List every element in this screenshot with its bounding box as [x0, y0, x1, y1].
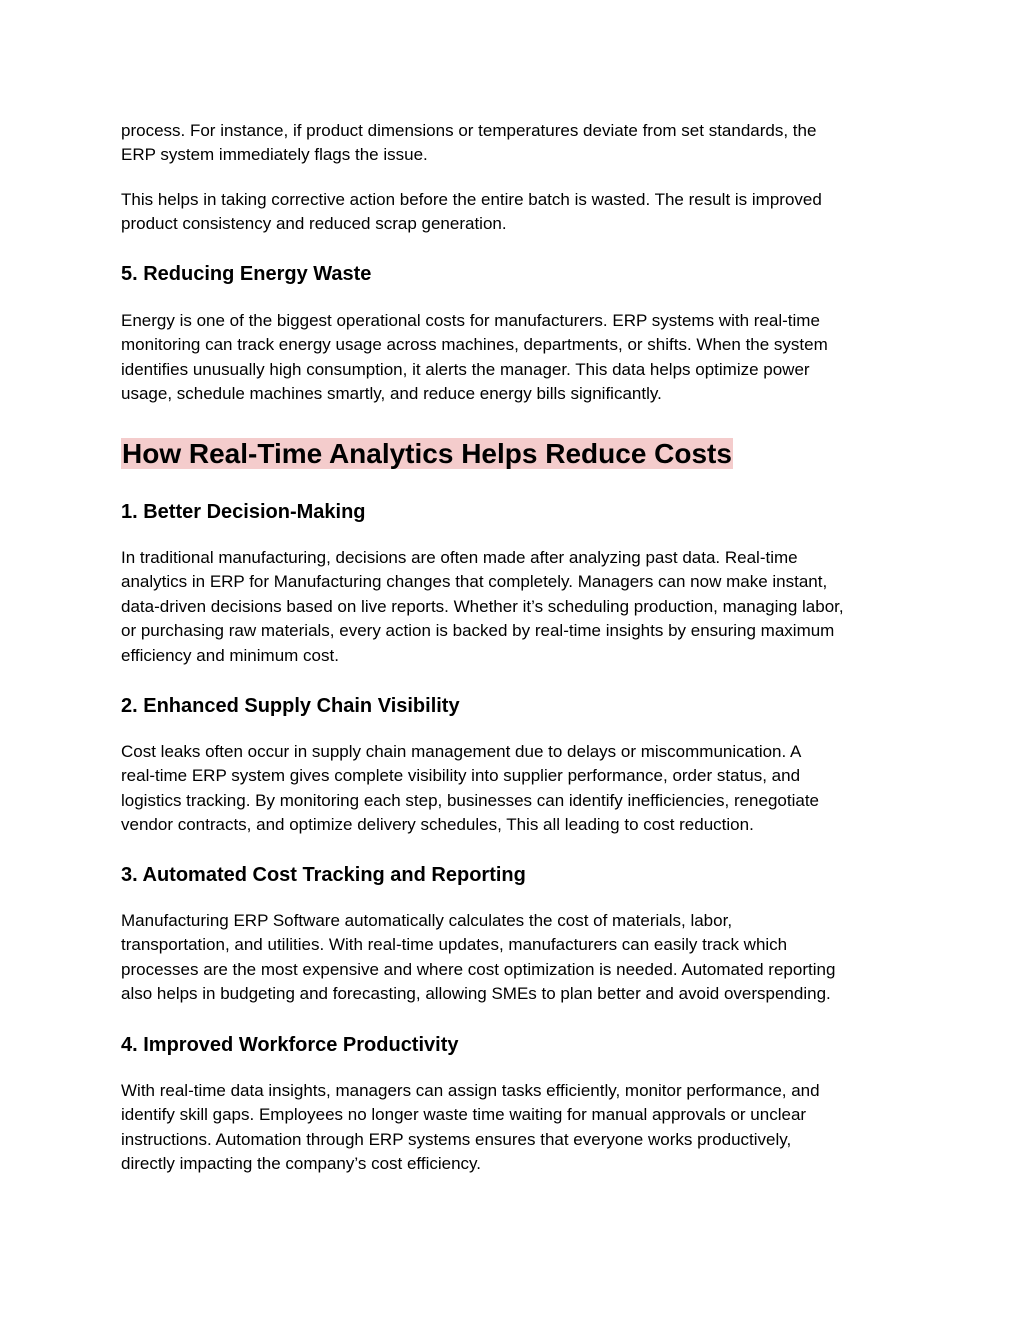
paragraph-corrective-action — [121, 188, 921, 237]
text-line: usage, schedule machines smartly, and reduce energy bills significantly. — [121, 384, 662, 404]
text-line: identifies unusually high consumption, it alerts the manager. This data helps optimize power — [121, 359, 810, 379]
text-line: In traditional manufacturing, decisions are often made after analyzing past data. Real-time — [121, 548, 798, 567]
paragraph-cost-tracking — [121, 909, 921, 1007]
text-line: or purchasing raw materials, every action is backed by real-time insights by ensuring maximum — [121, 621, 835, 641]
paragraph-supply-chain — [121, 740, 921, 838]
text-line: product consistency and reduced scrap generation. — [121, 214, 507, 234]
text-line: Cost leaks often occur in supply chain management due to delays or miscommunication. A — [121, 742, 802, 761]
text-line: efficiency and minimum cost. — [121, 645, 339, 665]
section-title-text: How Real-Time Analytics Helps Reduce Costs — [122, 438, 732, 469]
text-line: identify skill gaps. Employees no longer waste time waiting for manual approvals or unclear — [121, 1105, 807, 1125]
heading-supply-chain: 2. Enhanced Supply Chain Visibility — [121, 695, 460, 717]
text-line: ERP system immediately flags the issue. — [121, 145, 428, 165]
paragraph-energy — [121, 309, 921, 407]
text-line: real-time ERP system gives complete visibility into supplier performance, order status, and — [121, 766, 801, 786]
text-line: logistics tracking. By monitoring each step, businesses can identify inefficiencies, renegotiate — [121, 790, 820, 810]
text-line: monitoring can track energy usage across machines, departments, or shifts. When the system — [121, 335, 828, 355]
text-line: Manufacturing ERP Software automatically calculates the cost of materials, labor, — [121, 911, 733, 930]
section-title — [121, 437, 921, 471]
heading-workforce-productivity: 4. Improved Workforce Productivity — [121, 1034, 459, 1056]
text-line: analytics in ERP for Manufacturing changes that completely. Managers can now make instant, — [121, 572, 828, 592]
paragraph-decision-making — [121, 546, 921, 668]
paragraph-quality-control — [121, 119, 921, 168]
text-line: processes are the most expensive and where cost optimization is needed. Automated reporting — [121, 959, 836, 979]
text-line: Energy is one of the biggest operational costs for manufacturers. ERP systems with real-time — [121, 311, 820, 330]
text-line: With real-time data insights, managers can assign tasks efficiently, monitor performance, and — [121, 1081, 820, 1100]
text-line: process. For instance, if product dimensions or temperatures deviate from set standards, the — [121, 121, 817, 140]
text-line: This helps in taking corrective action before the entire batch is wasted. The result is improved — [121, 190, 822, 209]
heading-better-decision-making: 1. Better Decision-Making — [121, 501, 366, 523]
heading-reducing-energy-waste: 5. Reducing Energy Waste — [121, 263, 372, 285]
text-line: data-driven decisions based on live reports. Whether it’s scheduling production, managing labor, — [121, 596, 844, 616]
text-line: transportation, and utilities. With real-time updates, manufacturers can easily track which — [121, 935, 788, 955]
text-line: also helps in budgeting and forecasting, allowing SMEs to plan better and avoid overspending. — [121, 984, 831, 1004]
text-line: vendor contracts, and optimize delivery schedules, This all leading to cost reduction. — [121, 815, 754, 835]
text-line: directly impacting the company’s cost efficiency. — [121, 1154, 481, 1174]
heading-cost-tracking: 3. Automated Cost Tracking and Reporting — [121, 864, 526, 886]
text-line: instructions. Automation through ERP systems ensures that everyone works productively, — [121, 1129, 792, 1149]
paragraph-workforce — [121, 1079, 921, 1177]
